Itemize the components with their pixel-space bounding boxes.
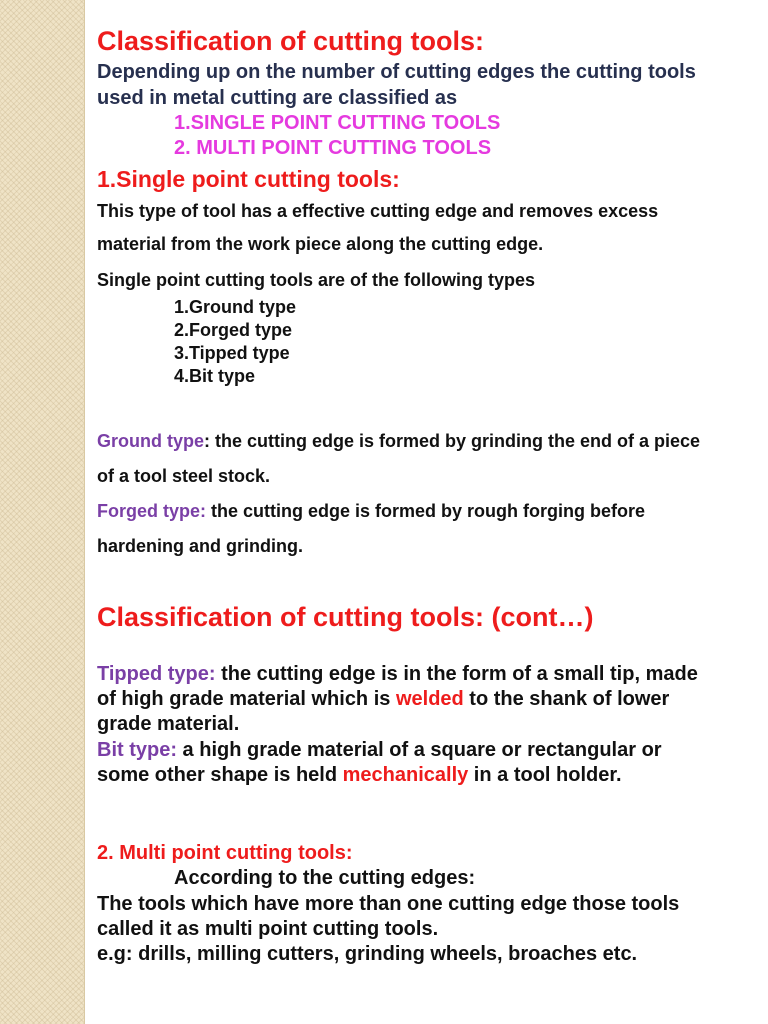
tipped-type-text-2a: of high grade material which is bbox=[97, 688, 396, 710]
intro-line-1: Depending up on the number of cutting edges the cutting tools bbox=[97, 61, 696, 83]
forged-type-text-1: the cutting edge is formed by rough forging before bbox=[206, 501, 646, 521]
tipped-type-line-1 bbox=[97, 663, 698, 686]
type-item-1: 1.Ground type bbox=[174, 297, 297, 317]
forged-type-label: Forged type: bbox=[97, 501, 207, 521]
multi-point-line-1: The tools which have more than one cutting edge those tools bbox=[97, 893, 680, 915]
tipped-type-highlight: welded bbox=[395, 688, 464, 710]
ground-type-line-2: of a tool steel stock. bbox=[97, 466, 271, 486]
classification-list-item-1: 1.SINGLE POINT CUTTING TOOLS bbox=[174, 112, 501, 134]
bit-type-line-1 bbox=[97, 739, 662, 762]
type-item-4: 4.Bit type bbox=[174, 366, 256, 386]
tipped-type-label: Tipped type: bbox=[97, 663, 216, 685]
slide1-title: Classification of cutting tools: bbox=[97, 26, 485, 56]
description-line-2: material from the work piece along the cutting edge. bbox=[97, 234, 544, 254]
forged-type-line-2: hardening and grinding. bbox=[97, 536, 303, 556]
forged-type-line-1 bbox=[97, 501, 645, 522]
decorative-side-strip bbox=[0, 0, 85, 1024]
ground-type-label: Ground type bbox=[97, 431, 204, 451]
bit-type-text-2b: in a tool holder. bbox=[468, 764, 622, 786]
multi-point-heading: 2. Multi point cutting tools: bbox=[97, 842, 353, 864]
ground-type-text-1: : the cutting edge is formed by grinding the end of a piece bbox=[204, 431, 701, 451]
type-item-2: 2.Forged type bbox=[174, 320, 293, 340]
multi-point-subheading: According to the cutting edges: bbox=[174, 867, 476, 889]
bit-type-text-2a: some other shape is held bbox=[97, 764, 343, 786]
ground-type-line-1 bbox=[97, 431, 700, 452]
slide2-title: Classification of cutting tools: (cont…) bbox=[97, 602, 594, 632]
intro-line-2: used in metal cutting are classified as bbox=[97, 87, 458, 109]
bit-type-label: Bit type: bbox=[97, 739, 177, 761]
types-intro: Single point cutting tools are of the following types bbox=[97, 270, 535, 290]
description-line-1: This type of tool has a effective cutting edge and removes excess bbox=[97, 201, 659, 221]
bit-type-highlight: mechanically bbox=[342, 764, 469, 786]
tipped-type-line-2 bbox=[97, 688, 669, 711]
multi-point-line-2: called it as multi point cutting tools. bbox=[97, 918, 439, 940]
type-item-3: 3.Tipped type bbox=[174, 343, 290, 363]
bit-type-line-2 bbox=[97, 764, 622, 787]
tipped-type-text-2b: to the shank of lower bbox=[463, 688, 670, 710]
tipped-type-line-3: grade material. bbox=[97, 713, 240, 735]
bit-type-text-1: a high grade material of a square or rectangular or bbox=[177, 739, 662, 761]
multi-point-line-3: e.g: drills, milling cutters, grinding wheels, broaches etc. bbox=[97, 943, 638, 965]
single-point-heading: 1.Single point cutting tools: bbox=[97, 166, 400, 192]
tipped-type-text-1: the cutting edge is in the form of a small tip, made bbox=[215, 663, 698, 685]
classification-list-item-2: 2. MULTI POINT CUTTING TOOLS bbox=[174, 137, 492, 159]
